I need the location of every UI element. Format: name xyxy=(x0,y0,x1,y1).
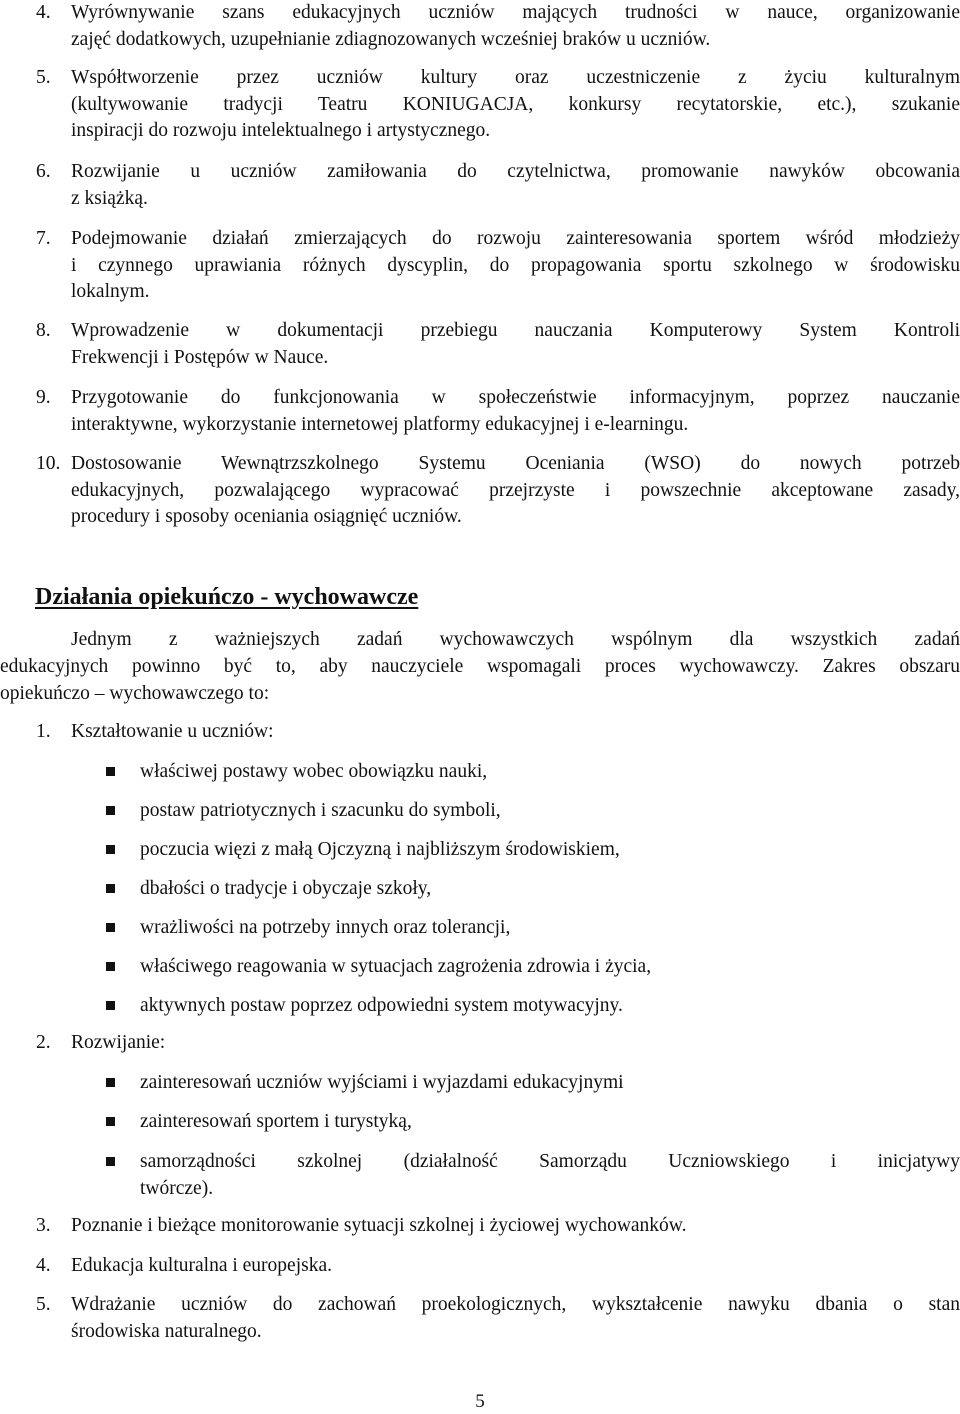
list-number: 10. xyxy=(36,453,61,474)
text-line: edukacyjnych, pozwalającego wypracować przejrzyste i powszechnie akceptowane zasady, xyxy=(71,479,960,501)
list-item-text xyxy=(71,1213,960,1240)
list-item-text xyxy=(71,1292,960,1345)
text-line: Dostosowanie Wewnątrzszkolnego Systemu Oceniania (WSO) do nowych potrzeb xyxy=(71,453,960,474)
text-line: zainteresowań uczniów wyjściami i wyjazdami edukacyjnymi xyxy=(140,1072,624,1093)
text-line: właściwego reagowania w sytuacjach zagrożenia zdrowia i życia, xyxy=(140,956,652,977)
text-line: Przygotowanie do funkcjonowania w społeczeństwie informacyjnym, poprzez nauczanie xyxy=(71,387,960,408)
text-line: Podejmowanie działań zmierzających do rozwoju zainteresowania sportem wśród młodzieży xyxy=(71,228,960,249)
text-line: lokalnym. xyxy=(71,281,150,302)
text-line: (kultywowanie tradycji Teatru KONIUGACJA, konkursy recytatorskie, etc.), szukanie xyxy=(71,93,960,115)
text-line: z książką. xyxy=(71,187,148,209)
square-bullet-icon xyxy=(106,806,115,815)
text-line: zainteresowań sportem i turystyką, xyxy=(140,1111,412,1132)
text-line: właściwej postawy wobec obowiązku nauki, xyxy=(140,761,488,782)
text-line: twórcze). xyxy=(140,1178,214,1199)
page-number: 5 xyxy=(475,1391,485,1412)
text-line: aktywnych postaw poprzez odpowiedni system motywacyjny. xyxy=(140,995,623,1016)
list-item-text xyxy=(71,1030,960,1057)
square-bullet-icon xyxy=(106,962,115,971)
list-number: 5. xyxy=(36,67,51,88)
list-item-text xyxy=(71,1253,960,1280)
list-item-text xyxy=(71,318,960,371)
list-number: 1. xyxy=(36,721,51,742)
text-line: Współtworzenie przez uczniów kultury oraz uczestniczenie z życiu kulturalnym xyxy=(71,67,960,88)
text-line: Frekwencji i Postępów w Nauce. xyxy=(71,346,329,368)
square-bullet-icon xyxy=(106,884,115,893)
text-line: i czynnego uprawiania różnych dyscyplin, do propagowania sportu szkolnego w środowisku xyxy=(71,254,960,276)
list-number: 7. xyxy=(36,228,51,249)
text-line: postaw patriotycznych i szacunku do symboli, xyxy=(140,800,501,821)
text-line: Wyrównywanie szans edukacyjnych uczniów mających trudności w nauce, organizowanie xyxy=(71,2,960,23)
square-bullet-icon xyxy=(106,845,115,854)
square-bullet-icon xyxy=(106,1078,115,1087)
text-line: Poznanie i bieżące monitorowanie sytuacji szkolnej i życiowej wychowanków. xyxy=(71,1215,687,1236)
square-bullet-icon xyxy=(106,767,115,776)
text-line: Wprowadzenie w dokumentacji przebiegu nauczania Komputerowy System Kontroli xyxy=(71,320,960,341)
list-item-text xyxy=(71,451,960,531)
text-line: interaktywne, wykorzystanie internetowej platformy edukacyjnej i e-learningu. xyxy=(71,413,689,435)
text-line: środowiska naturalnego. xyxy=(71,1320,262,1342)
list-item-text xyxy=(71,719,960,746)
text-line: edukacyjnych powinno być to, aby nauczyciele wspomagali proces wychowawczy. Zakres obszaru xyxy=(0,656,960,677)
text-line: inspiracji do rozwoju intelektualnego i artystycznego. xyxy=(71,120,491,141)
square-bullet-icon xyxy=(106,1157,115,1166)
square-bullet-icon xyxy=(106,1117,115,1126)
text-line: zajęć dodatkowych, uzupełnianie zdiagnozowanych wcześniej braków u uczniów. xyxy=(71,28,711,50)
section-heading: Działania opiekuńczo - wychowawcze xyxy=(35,584,419,610)
square-bullet-icon xyxy=(106,923,115,932)
text-line: Kształtowanie u uczniów: xyxy=(71,721,274,742)
list-item-text xyxy=(71,385,960,438)
list-item-text xyxy=(71,65,960,145)
list-item-text xyxy=(71,159,960,212)
text-line: poczucia więzi z małą Ojczyzną i najbliższym środowiskiem, xyxy=(140,839,620,860)
list-number: 4. xyxy=(36,2,51,23)
list-number: 6. xyxy=(36,161,51,182)
text-line: dbałości o tradycje i obyczaje szkoły, xyxy=(140,878,432,899)
list-item-text xyxy=(71,0,960,53)
text-line: opiekuńczo – wychowawczego to: xyxy=(0,683,270,704)
text-line: Rozwijanie u uczniów zamiłowania do czytelnictwa, promowanie nawyków obcowania xyxy=(71,161,960,182)
section-intro xyxy=(0,626,960,707)
list-number: 3. xyxy=(36,1215,51,1236)
text-line: Rozwijanie: xyxy=(71,1032,166,1053)
text-line: Edukacja kulturalna i europejska. xyxy=(71,1255,332,1276)
list-number: 9. xyxy=(36,387,51,408)
text-line: samorządności szkolnej (działalność Samorządu Uczniowskiego i inicjatywy xyxy=(140,1151,960,1172)
list-item-text xyxy=(71,226,960,306)
text-line: Jednym z ważniejszych zadań wychowawczych wspólnym dla wszystkich zadań xyxy=(71,629,960,650)
list-number: 2. xyxy=(36,1032,51,1053)
list-number: 4. xyxy=(36,1255,51,1276)
square-bullet-icon xyxy=(106,1001,115,1010)
text-line: procedury i sposoby oceniania osiągnięć uczniów. xyxy=(71,506,462,527)
list-number: 5. xyxy=(36,1294,51,1315)
list-number: 8. xyxy=(36,320,51,341)
text-line: Wdrażanie uczniów do zachowań proekologicznych, wykształcenie nawyku dbania o stan xyxy=(71,1294,960,1315)
text-line: wrażliwości na potrzeby innych oraz tolerancji, xyxy=(140,917,511,938)
